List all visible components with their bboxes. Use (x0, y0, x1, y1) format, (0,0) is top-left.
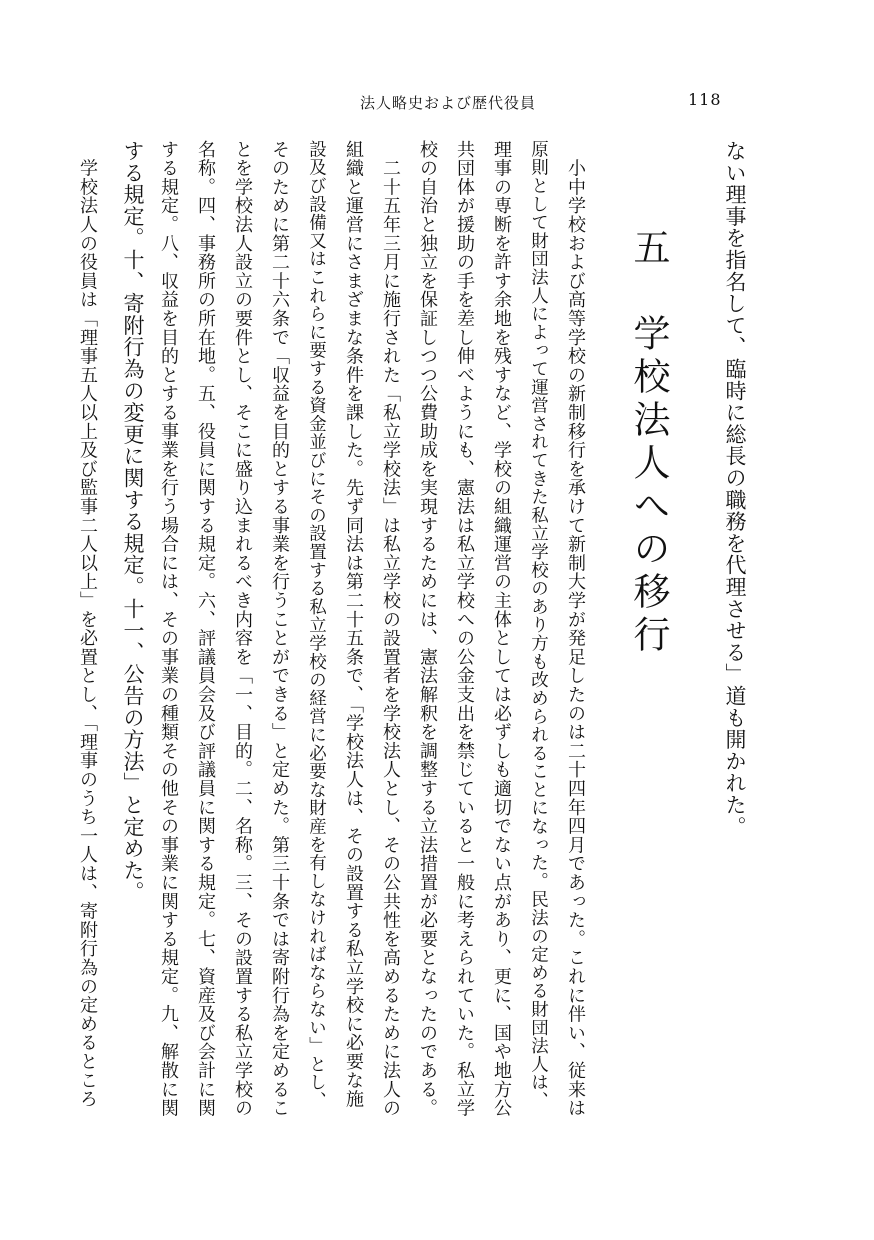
body-line: 原則として財団法人によって運営されてきた私立学校のあり方も改められることになった。民法の定める財団法人は、 (528, 140, 549, 1110)
body-line: する規定。八、収益を目的とする事業を行う場合には、その事業の種類その他その事業に関する規定。九、解散に関 (158, 140, 179, 1118)
body-line: とを学校法人設立の要件とし、そこに盛り込まれるべき内容を「一、目的。二、名称。三、その設置する私立学校の (232, 140, 253, 1118)
body-line: 名称。四、事務所の所在地。五、役員に関する規定。六、評議員会及び評議員に関する規定。七、資産及び会計に関 (195, 140, 216, 1118)
body-line: 学校法人の役員は「理事五人以上及び監事二人以上」を必置とし、「理事のうち一人は、寄附行為の定めるところ (77, 140, 98, 1109)
body-line: 組織と運営にさまざまな条件を課した。先ず同法は第二十五条で、「学校法人は、その設置する私立学校に必要な施 (343, 140, 364, 1109)
section-heading: 五 学校法人への移行 (627, 228, 670, 658)
body-line: 設及び設備又はこれらに要する資金並びにその設置する私立学校の経営に必要な財産を有しなければならない」とし、 (306, 140, 327, 1110)
body-line: 校の自治と独立を保証しつつ公費助成を実現するためには、憲法解釈を調整する立法措置が必要となったのである。 (417, 140, 438, 1118)
carryover-line: ない理事を指名して、臨時に総長の職務を代理させる」道も開かれた。 (723, 140, 747, 838)
body-line: する規定。十、寄附行為の変更に関する規定。十一、公告の方法」と定めた。 (121, 140, 145, 903)
page-number: 118 (688, 90, 722, 109)
body-line: 小中学校および高等学校の新制移行を承けて新制大学が発足したのは二十四年四月であった。これに伴い、従来は (565, 140, 586, 1118)
body-line: そのために第二十六条で「収益を目的とする事業を行うことができる」と定めた。第三十条では寄附行為を定めるこ (269, 140, 290, 1118)
body-line: 共団体が援助の手を差し伸べようにも、憲法は私立学校への公金支出を禁じていると一般に考えられていた。私立学 (454, 140, 475, 1118)
body-line: 理事の専断を許す余地を残すなど、学校の組織運営の主体としては必ずしも適切でない点があり、更に、国や地方公 (491, 140, 512, 1118)
body-line: 二十五年三月に施行された「私立学校法」は私立学校の設置者を学校法人とし、その公共性を高めるために法人の (380, 140, 401, 1118)
running-header-title: 法人略史および歴代役員 (360, 94, 537, 112)
